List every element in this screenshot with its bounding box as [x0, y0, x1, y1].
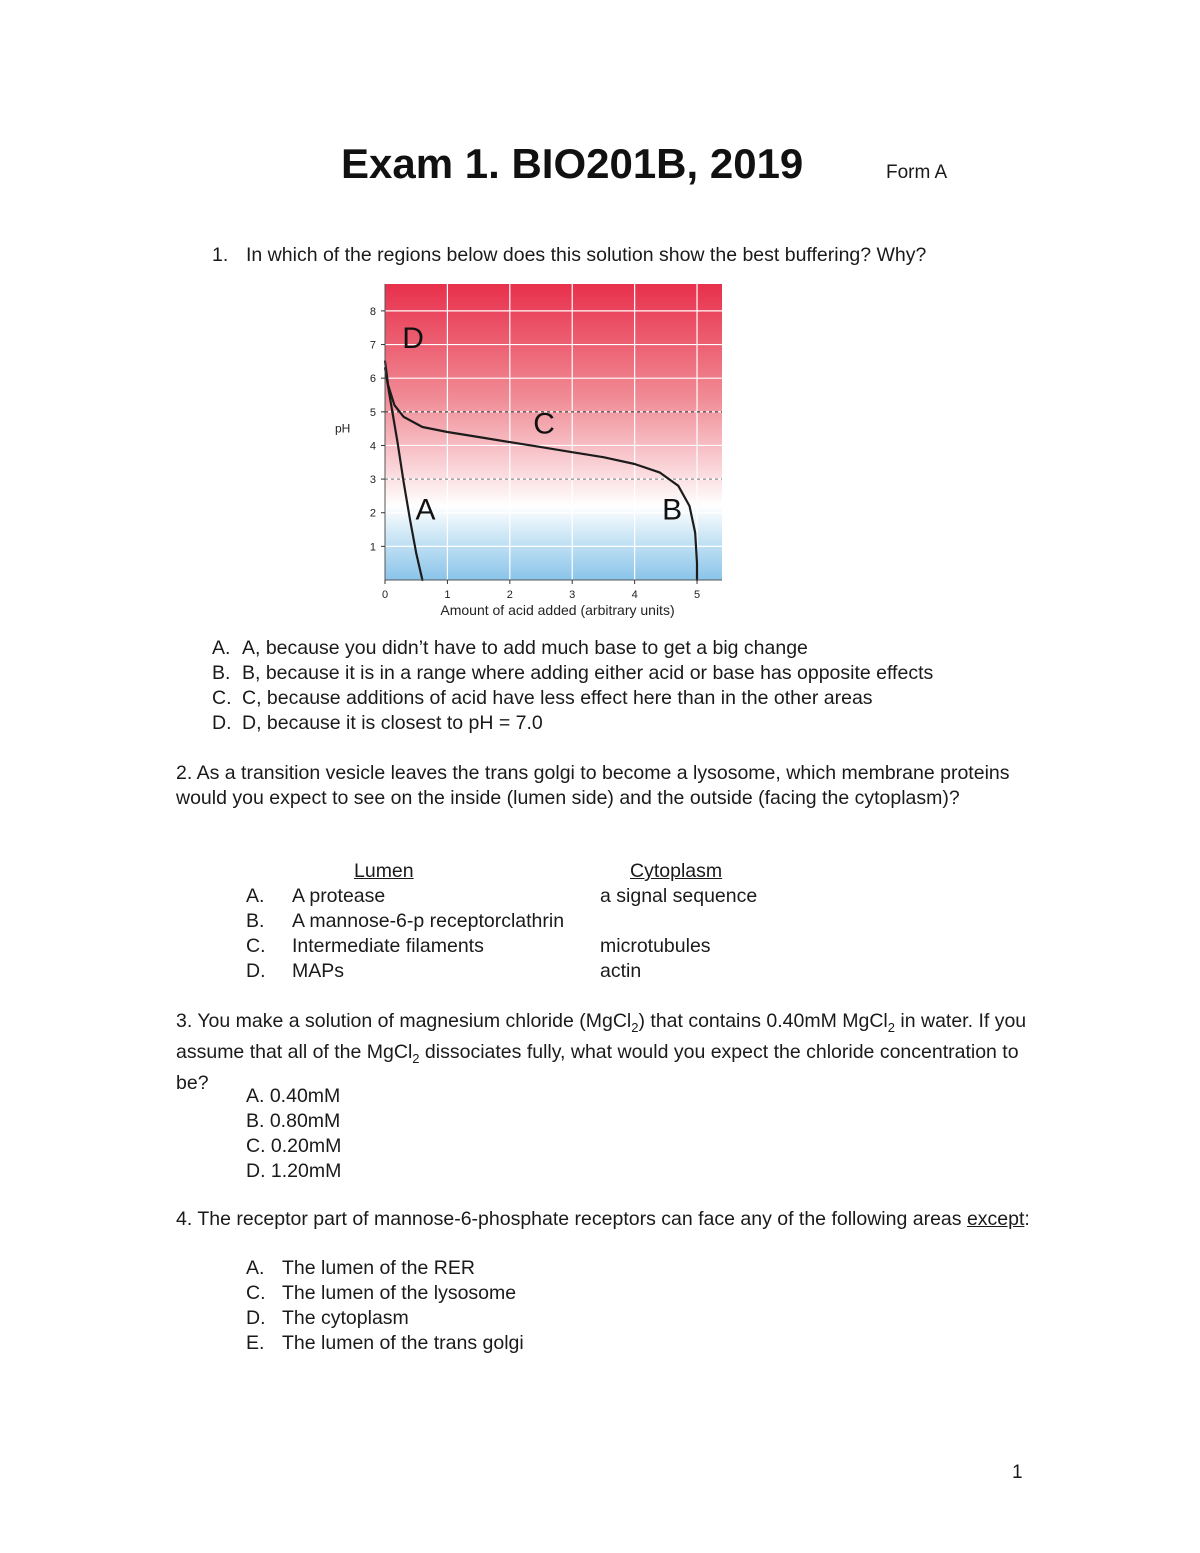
page-number: 1 — [1012, 1462, 1023, 1483]
option-row[interactable]: A. 0.40mM — [246, 1085, 341, 1107]
question-4-options — [246, 1256, 524, 1356]
option-letter: A. — [212, 637, 231, 659]
question-text: ) that contains 0.40mM MgCl — [638, 1010, 888, 1032]
option-text: The lumen of the lysosome — [282, 1282, 517, 1304]
option-row[interactable] — [212, 686, 933, 711]
option-letter: D. — [212, 712, 232, 734]
table-header — [246, 859, 946, 884]
subscript: 2 — [631, 1019, 639, 1035]
lumen-header: Lumen — [354, 860, 414, 882]
option-text: C, because additions of acid have less effect here than in the other areas — [242, 687, 873, 709]
option-row[interactable] — [212, 661, 933, 686]
option-row[interactable] — [212, 711, 933, 736]
titration-chart — [320, 276, 740, 621]
y-tick-label: 6 — [369, 373, 376, 386]
question-2-table — [246, 859, 946, 984]
question-text: : — [1024, 1208, 1030, 1230]
option-text: The lumen of the trans golgi — [282, 1332, 524, 1354]
region-label-A: A — [415, 493, 436, 527]
table-row[interactable] — [246, 909, 946, 934]
title-row — [0, 140, 1200, 200]
x-tick-label: 5 — [693, 589, 701, 601]
table-row[interactable] — [246, 959, 946, 984]
option-text: The cytoplasm — [282, 1307, 409, 1329]
question-3 — [176, 1009, 1036, 1096]
table-row[interactable] — [246, 934, 946, 959]
lumen-cell: MAPs — [292, 960, 345, 982]
option-letter: C. — [246, 1282, 266, 1304]
option-text: The lumen of the RER — [282, 1257, 475, 1279]
lumen-cell: Intermediate filaments — [292, 935, 484, 957]
option-letter: C. — [212, 687, 232, 709]
option-row[interactable] — [246, 1306, 524, 1331]
region-label-C: C — [533, 407, 555, 441]
form-label: Form A — [886, 162, 948, 183]
region-label-B: B — [662, 493, 683, 527]
y-axis-label: pH — [335, 421, 351, 436]
question-text: dissociates fully, what would you expect the chloride concentration to be? — [176, 1040, 1019, 1094]
option-letter: C. — [246, 935, 266, 957]
x-axis-label: Amount of acid added (arbitrary units) — [440, 602, 675, 618]
x-tick-label: 2 — [506, 589, 513, 601]
y-tick-label: 5 — [369, 406, 376, 419]
cytoplasm-cell: microtubules — [600, 935, 711, 957]
option-text: B, because it is in a range where adding either acid or base has opposite effects — [242, 662, 934, 684]
option-row[interactable]: D. 1.20mM — [246, 1160, 342, 1182]
subscript: 2 — [887, 1019, 895, 1035]
x-tick-label: 1 — [444, 589, 451, 601]
option-letter: B. — [212, 662, 231, 684]
y-tick-label: 7 — [369, 339, 376, 352]
underlined-word: except — [966, 1208, 1025, 1230]
question-text: in water. If you assume that all of the MgCl — [176, 1010, 1027, 1063]
y-tick-label: 3 — [369, 474, 376, 487]
lumen-cell: A protease — [292, 885, 386, 907]
y-tick-label: 2 — [369, 507, 376, 520]
option-letter: D. — [246, 960, 266, 982]
lumen-cell: A mannose-6-p receptorclathrin — [292, 910, 565, 932]
option-letter: D. — [246, 1307, 266, 1329]
option-letter: E. — [246, 1332, 265, 1354]
option-row[interactable]: C. 0.20mM — [246, 1135, 342, 1157]
question-1-options — [212, 636, 933, 736]
option-row[interactable] — [246, 1331, 524, 1356]
option-row[interactable] — [246, 1256, 524, 1281]
option-letter: A. — [246, 885, 265, 907]
option-letter: B. — [246, 910, 265, 932]
table-row[interactable] — [246, 884, 946, 909]
subscript: 2 — [412, 1050, 420, 1066]
region-label-D: D — [402, 321, 424, 355]
question-number: 1. — [212, 244, 229, 266]
option-text: A, because you didn’t have to add much base to get a big change — [242, 637, 808, 659]
question-text: 3. You make a solution of magnesium chloride (MgCl — [176, 1010, 632, 1032]
question-1 — [212, 243, 926, 268]
x-tick-label: 3 — [569, 589, 576, 601]
y-tick-label: 8 — [369, 305, 376, 318]
cytoplasm-cell: a signal sequence — [600, 885, 758, 907]
option-row[interactable] — [212, 636, 933, 661]
cytoplasm-header: Cytoplasm — [630, 860, 723, 882]
option-letter: A. — [246, 1257, 265, 1279]
page-title: Exam 1. BIO201B, 2019 — [341, 140, 804, 187]
question-text: 4. The receptor part of mannose-6-phosphate receptors can face any of the following areas — [176, 1208, 967, 1230]
option-text: D, because it is closest to pH = 7.0 — [242, 712, 543, 734]
x-tick-label: 4 — [631, 589, 638, 601]
y-tick-label: 4 — [369, 440, 376, 453]
question-text: In which of the regions below does this solution show the best buffering? Why? — [246, 244, 927, 266]
cytoplasm-cell: actin — [600, 960, 642, 982]
option-row[interactable] — [246, 1281, 524, 1306]
question-3-options — [246, 1084, 341, 1184]
option-row[interactable]: B. 0.80mM — [246, 1110, 341, 1132]
question-4 — [176, 1207, 1036, 1232]
question-2: 2. As a transition vesicle leaves the trans golgi to become a lysosome, which membrane proteins would you expect to see on the inside (lumen side) and the outside (facing the cytoplasm)? — [176, 762, 1010, 809]
x-tick-label: 0 — [381, 589, 389, 601]
y-tick-label: 1 — [369, 541, 376, 554]
